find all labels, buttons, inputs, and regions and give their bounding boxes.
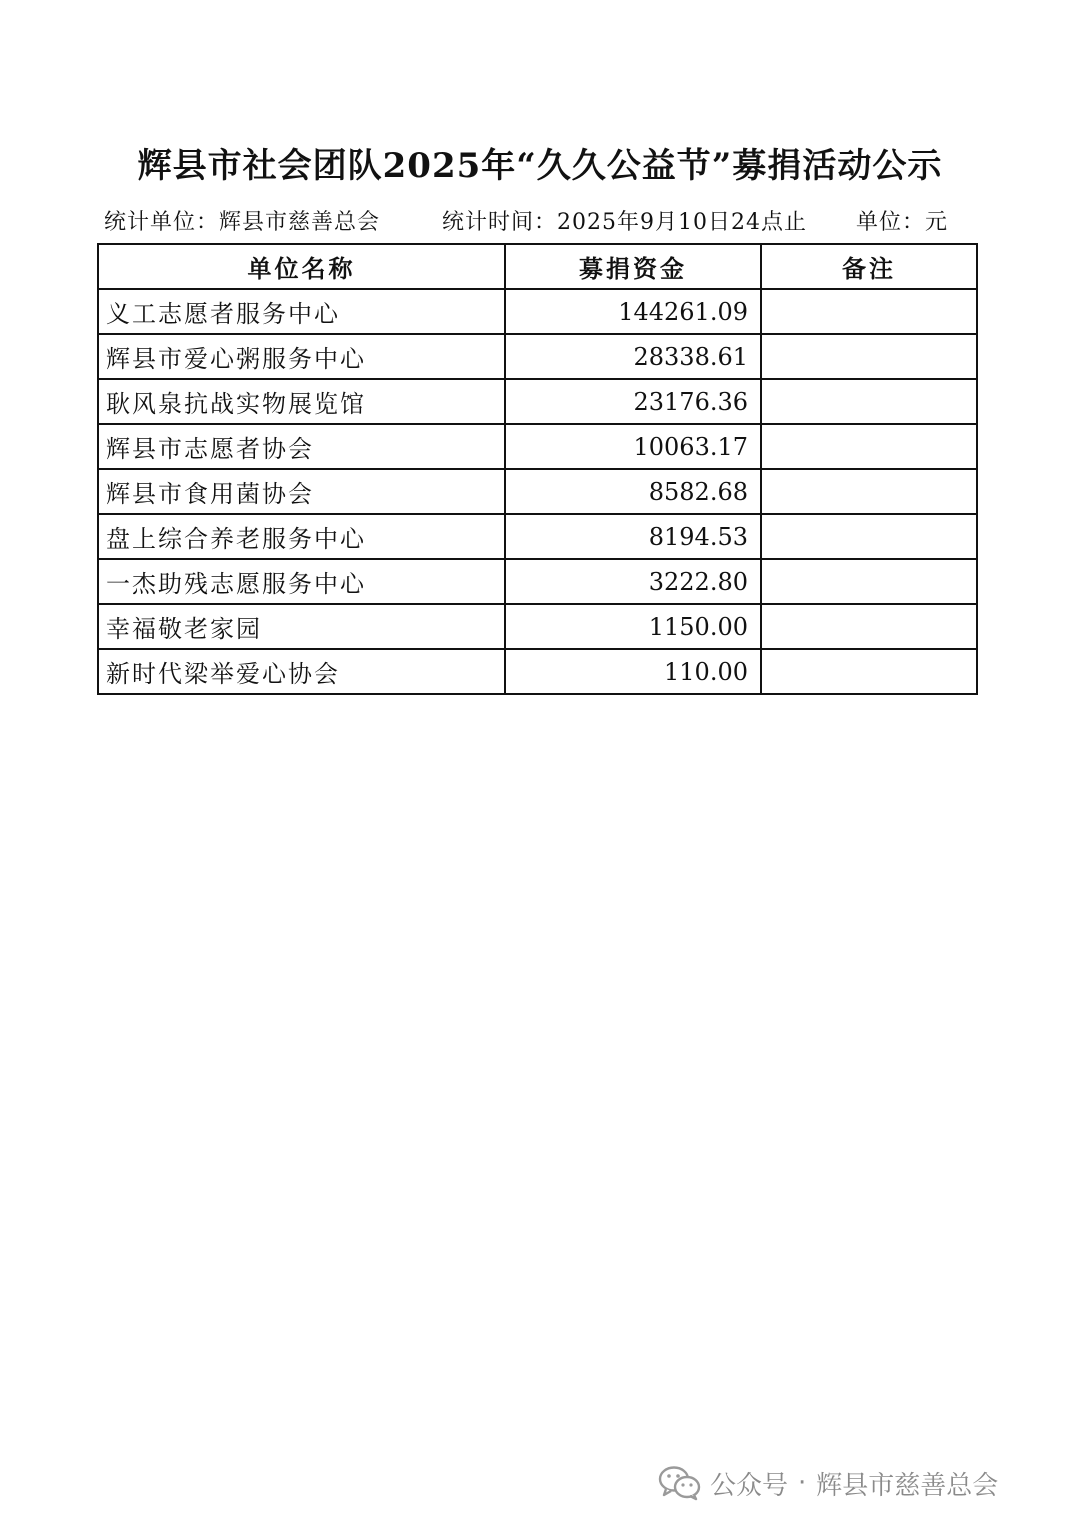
row-amount: 10063.17 (505, 424, 761, 469)
row-unit-name: 耿风泉抗战实物展览馆 (98, 379, 505, 424)
footer-account-name: 辉县市慈善总会 (816, 1470, 999, 1501)
row-unit-name: 辉县市爱心粥服务中心 (98, 334, 505, 379)
header-note: 备注 (761, 244, 977, 289)
row-note (761, 289, 977, 334)
row-unit-name: 一杰助残志愿服务中心 (98, 559, 505, 604)
table-row (98, 289, 977, 334)
currency-unit: 单位：元 (856, 210, 949, 235)
row-amount: 8582.68 (505, 469, 761, 514)
table-row (98, 559, 977, 604)
row-note (761, 424, 977, 469)
row-note (761, 649, 977, 694)
page-title: 辉县市社会团队2025年“久久公益节”募捐活动公示 (137, 146, 943, 186)
row-amount: 110.00 (505, 649, 761, 694)
row-unit-name: 幸福敬老家园 (98, 604, 505, 649)
row-amount: 144261.09 (505, 289, 761, 334)
stat-unit: 统计单位：辉县市慈善总会 (104, 210, 381, 235)
table-header-row (98, 244, 977, 289)
row-amount: 3222.80 (505, 559, 761, 604)
row-note (761, 514, 977, 559)
row-unit-name: 辉县市食用菌协会 (98, 469, 505, 514)
header-unit-name: 单位名称 (98, 244, 505, 289)
row-note (761, 604, 977, 649)
row-amount: 23176.36 (505, 379, 761, 424)
wechat-icon (658, 1465, 702, 1501)
wechat-watermark (658, 1462, 998, 1504)
header-amount: 募捐资金 (505, 244, 761, 289)
row-unit-name: 义工志愿者服务中心 (98, 289, 505, 334)
row-note (761, 559, 977, 604)
row-unit-name: 盘上综合养老服务中心 (98, 514, 505, 559)
table-row (98, 379, 977, 424)
table-row (98, 604, 977, 649)
row-note (761, 334, 977, 379)
footer-label: 公众号 (710, 1470, 789, 1501)
table-row (98, 469, 977, 514)
row-amount: 1150.00 (505, 604, 761, 649)
table-row (98, 334, 977, 379)
table-row (98, 649, 977, 694)
row-note (761, 379, 977, 424)
footer-separator: · (798, 1468, 807, 1498)
row-amount: 28338.61 (505, 334, 761, 379)
row-unit-name: 新时代梁举爱心协会 (98, 649, 505, 694)
table-row (98, 514, 977, 559)
row-amount: 8194.53 (505, 514, 761, 559)
stat-time: 统计时间：2025年9月10日24点止 (442, 210, 807, 235)
table-row (98, 424, 977, 469)
row-note (761, 469, 977, 514)
donation-table (97, 243, 978, 695)
row-unit-name: 辉县市志愿者协会 (98, 424, 505, 469)
